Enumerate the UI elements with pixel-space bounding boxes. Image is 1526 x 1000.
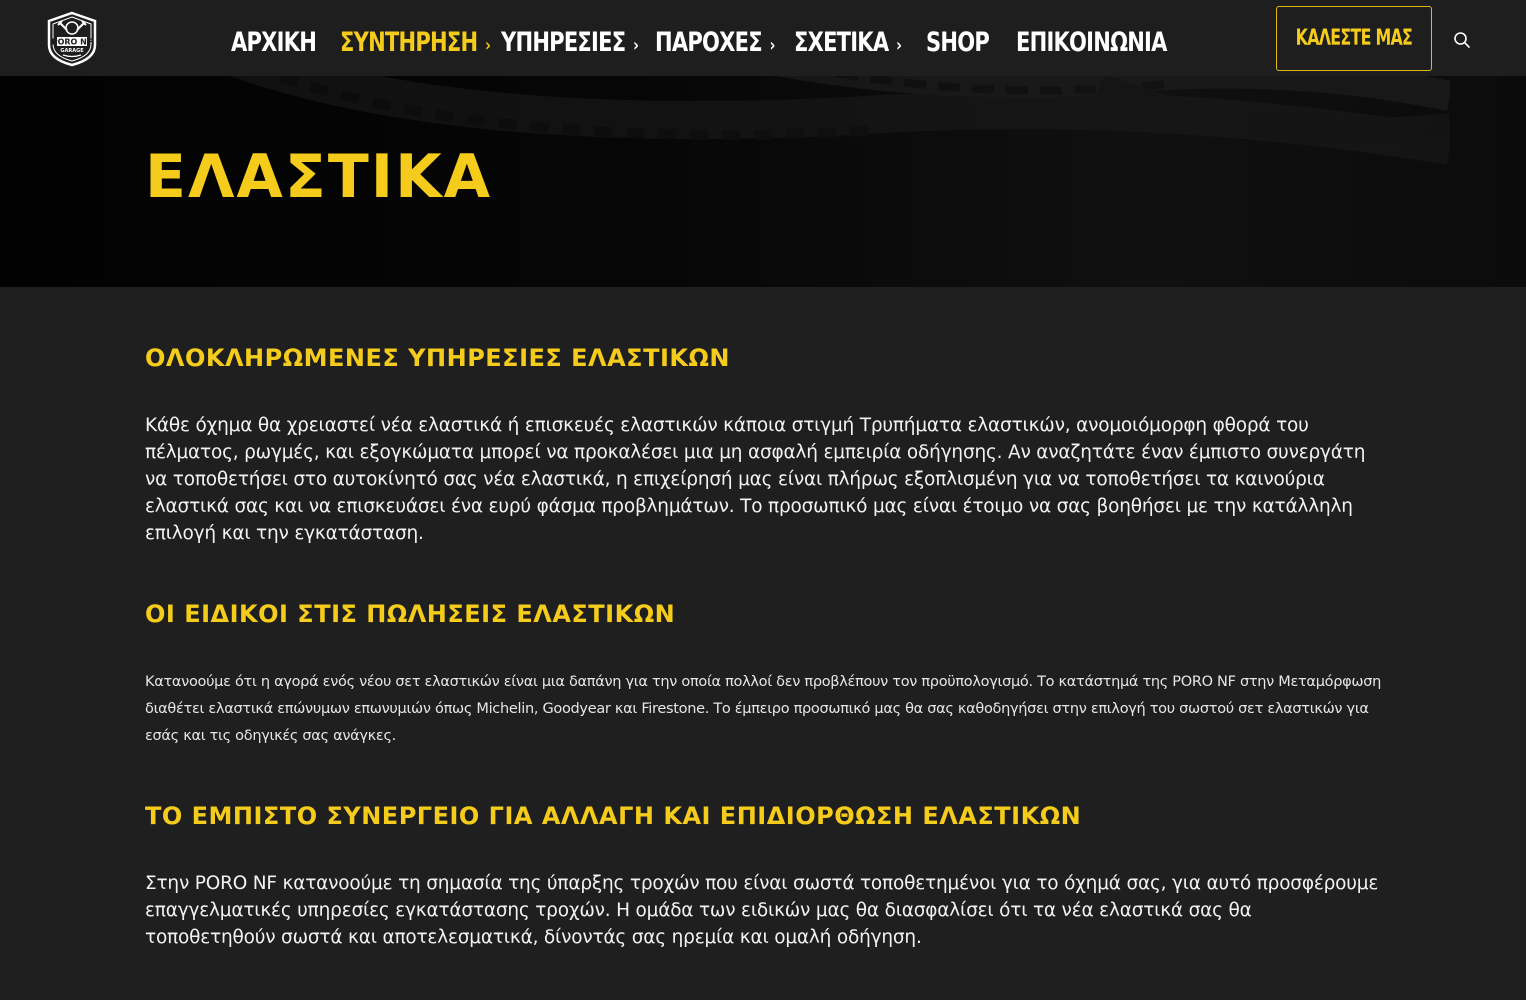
nav-item-label: ΥΠΗΡΕΣΙΕΣ (501, 26, 626, 58)
svg-text:GARAGE: GARAGE (60, 48, 84, 54)
nav-item-shop[interactable] (926, 24, 989, 60)
call-us-label: ΚΑΛΕΣΤΕ ΜΑΣ (1295, 26, 1413, 51)
chevron-right-icon: › (769, 34, 775, 56)
nav-item-label: ΕΠΙΚΟΙΝΩΝΙΑ (1016, 26, 1167, 58)
nav-item-services[interactable] (501, 24, 638, 60)
nav-item-contact[interactable] (1016, 24, 1167, 60)
nav-item-offers[interactable] (655, 24, 775, 60)
section-paragraph: Στην PORO NF κατανοούμε τη σημασία της ύπαρξης τροχών που είναι σωστά τοποθετημένοι για το όχημά σας, για αυτό προσφέρουμε επαγγελματικές υπηρεσίες εγκατάστασης τροχών. Η ομάδα των ειδικών μας θα διασφαλίσει ότι τα νέα ελαστικά σας θα τοποθετηθούν σωστά και αποτελεσματικά, δίνοντάς σας ηρεμία και ομαλή οδήγηση. (145, 873, 1379, 948)
svg-text:PORO NF: PORO NF (51, 37, 93, 47)
section-paragraph: Κατανοούμε ότι η αγορά ενός νέου σετ ελαστικών είναι μια δαπάνη για την οποία πολλοί δεν προβλέπουν τον προϋπολογισμό. Το κατάστημά της PORO NF στην Μεταμόρφωση διαθέτει ελαστικά επώνυμων επωνυμιών όπως Michelin, Goodyear και Firestone. Το έμπειρο προσωπικό μας θα σας καθοδηγήσει στην επιλογή του σωστού σετ ελαστικών για εσάς και τις οδηγικές σας ανάγκες. (145, 674, 1381, 744)
nav-item-label: SHOP (926, 26, 990, 58)
main-nav (0, 0, 1200, 76)
call-us-button[interactable] (1276, 6, 1432, 71)
section-heading: ΤΟ ΕΜΠΙΣΤΟ ΣΥΝΕΡΓΕΙΟ ΓΙΑ ΑΛΛΑΓΗ ΚΑΙ ΕΠΙΔΙΟΡΘΩΣΗ ΕΛΑΣΤΙΚΩΝ (145, 802, 1082, 830)
section-heading: ΟΙ ΕΙΔΙΚΟΙ ΣΤΙΣ ΠΩΛΗΣΕΙΣ ΕΛΑΣΤΙΚΩΝ (145, 600, 676, 628)
nav-item-label: ΣΥΝΤΗΡΗΣΗ (340, 26, 478, 58)
section-paragraph: Κάθε όχημα θα χρειαστεί νέα ελαστικά ή επισκευές ελαστικών κάποια στιγμή Τρυπήματα ελαστικών, ανομοιόμορφη φθορά του πέλματος, ρωγμές, και εξογκώματα μπορεί να προκαλέσει μια μη ασφαλή εμπειρία οδήγησης. Αν αναζητάτε έναν έμπιστο συνεργάτη να τοποθετήσει στο αυτοκίνητό σας νέα ελαστικά, η επιχείρησή μας είναι πλήρως εξοπλισμένη για να τοποθετήσει τα καινούρια ελαστικά σας και να επισκευάσει ένα ευρύ φάσμα προβλημάτων. Το προσωπικό μας είναι έτοιμο να σας βοηθήσει με την κατάλληλη επιλογή και την εγκατάσταση. (145, 415, 1366, 544)
page-hero (0, 76, 1526, 287)
site-header (0, 0, 1526, 76)
nav-item-label: ΠΑΡΟΧΕΣ (655, 26, 762, 58)
page-title: ΕΛΑΣΤΙΚΑ (145, 142, 493, 212)
nav-item-home[interactable] (231, 24, 316, 60)
chevron-right-icon: › (633, 34, 639, 56)
section-heading: ΟΛΟΚΛΗΡΩΜΕΝΕΣ ΥΠΗΡΕΣΙΕΣ ΕΛΑΣΤΙΚΩΝ (145, 344, 730, 372)
chevron-right-icon: › (485, 34, 491, 56)
nav-item-maintenance[interactable] (340, 24, 490, 60)
search-icon[interactable] (1452, 30, 1472, 50)
chevron-right-icon: › (896, 34, 902, 56)
nav-item-label: ΑΡΧΙΚΗ (231, 26, 317, 58)
nav-item-label: ΣΧΕΤΙΚΑ (794, 26, 889, 58)
nav-item-about[interactable] (794, 24, 901, 60)
